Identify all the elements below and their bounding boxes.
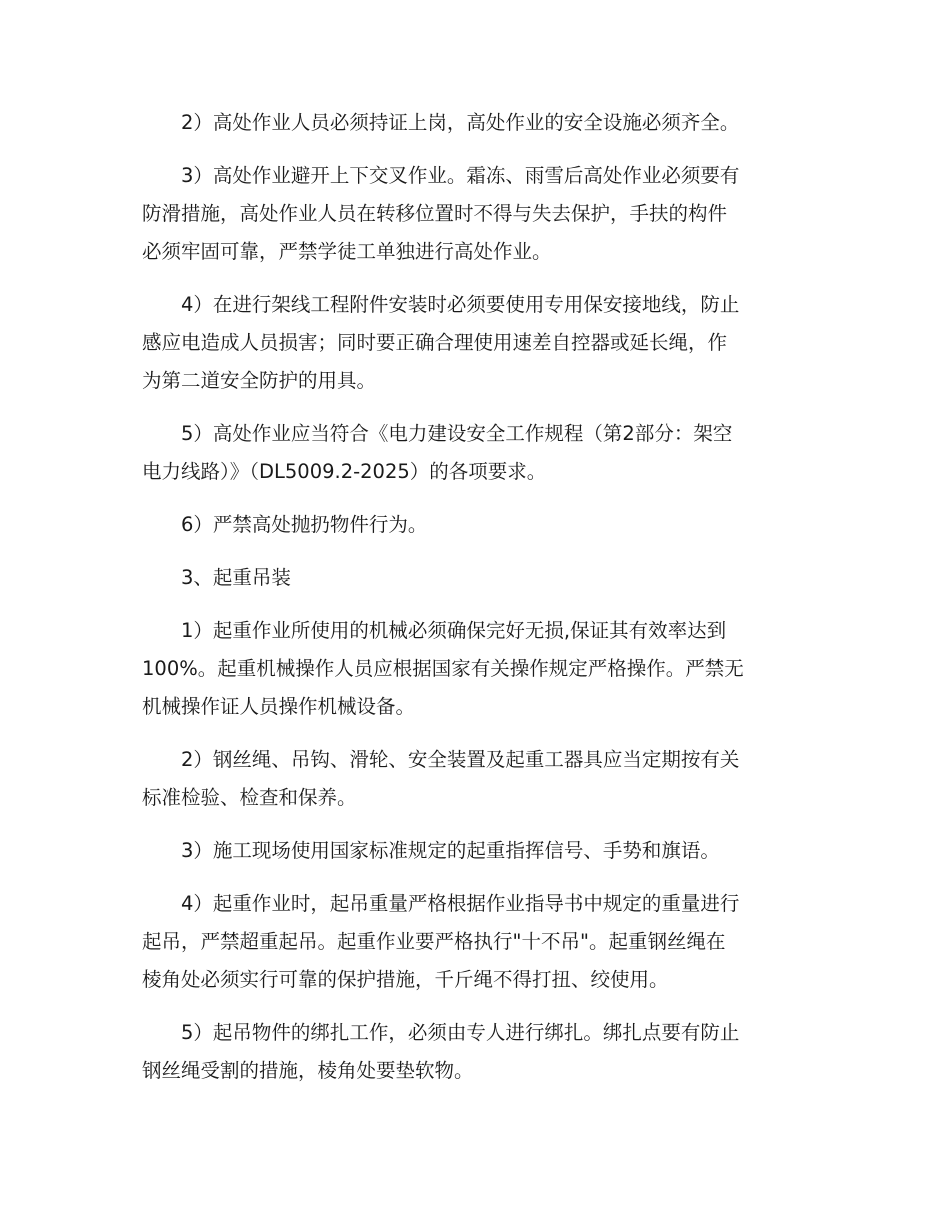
paragraph-p7 [142,612,808,726]
paragraph-p8 [142,741,808,817]
text-line: 机械操作证人员操作机械设备。 [142,695,416,718]
text-line: 钢丝绳受割的措施，棱角处要垫软物。 [142,1059,474,1082]
document-body [142,104,808,1105]
text-line: 3、起重吊装 [181,566,291,589]
text-line: 4）起重作业时，起吊重量严格根据作业指导书中规定的重量进行 [181,892,740,915]
text-line: 感应电造成人员损害；同时要正确合理使用速差自控器或延长绳，作 [142,331,728,354]
text-line: 2）钢丝绳、吊钩、滑轮、安全装置及起重工器具应当定期按有关 [181,748,740,771]
text-line: 为第二道安全防护的用具。 [142,369,377,392]
text-line: 起吊，严禁超重起吊。起重作业要严格执行"十不吊"。起重钢丝绳在 [142,930,726,953]
text-line: 防滑措施，高处作业人员在转移位置时不得与失去保护，手扶的构件 [142,202,728,225]
paragraph-p3 [142,286,808,400]
text-line: 必须牢固可靠，严禁学徒工单独进行高处作业。 [142,240,552,263]
text-line: 1）起重作业所使用的机械必须确保完好无损,保证其有效率达到 [181,619,727,642]
text-line: 电力线路）》（DL5009.2-2025）的各项要求。 [142,460,547,483]
text-line: 6）严禁高处抛扔物件行为。 [181,513,428,536]
text-line: 2）高处作业人员必须持证上岗，高处作业的安全设施必须齐全。 [181,111,740,134]
paragraph-p6 [142,559,808,597]
text-line: 5）起吊物件的绑扎工作，必须由专人进行绑扎。绑扎点要有防止 [181,1021,740,1044]
text-line: 棱角处必须实行可靠的保护措施，千斤绳不得打扭、绞使用。 [142,968,669,991]
paragraph-p4 [142,415,808,491]
paragraph-p9 [142,832,808,870]
text-line: 4）在进行架线工程附件安装时必须要使用专用保安接地线，防止 [181,293,740,316]
paragraph-p11 [142,1014,808,1090]
text-line: 3）高处作业避开上下交叉作业。霜冻、雨雪后高处作业必须要有 [181,164,740,187]
text-line: 5）高处作业应当符合《电力建设安全工作规程（第2部分：架空 [181,422,733,445]
paragraph-p1 [142,104,808,142]
text-line: 3）施工现场使用国家标准规定的起重指挥信号、手势和旗语。 [181,839,720,862]
text-line: 100%。起重机械操作人员应根据国家有关操作规定严格操作。严禁无 [142,657,744,680]
text-line: 标准检验、检查和保养。 [142,786,357,809]
paragraph-p5 [142,506,808,544]
paragraph-p2 [142,157,808,271]
paragraph-p10 [142,885,808,999]
